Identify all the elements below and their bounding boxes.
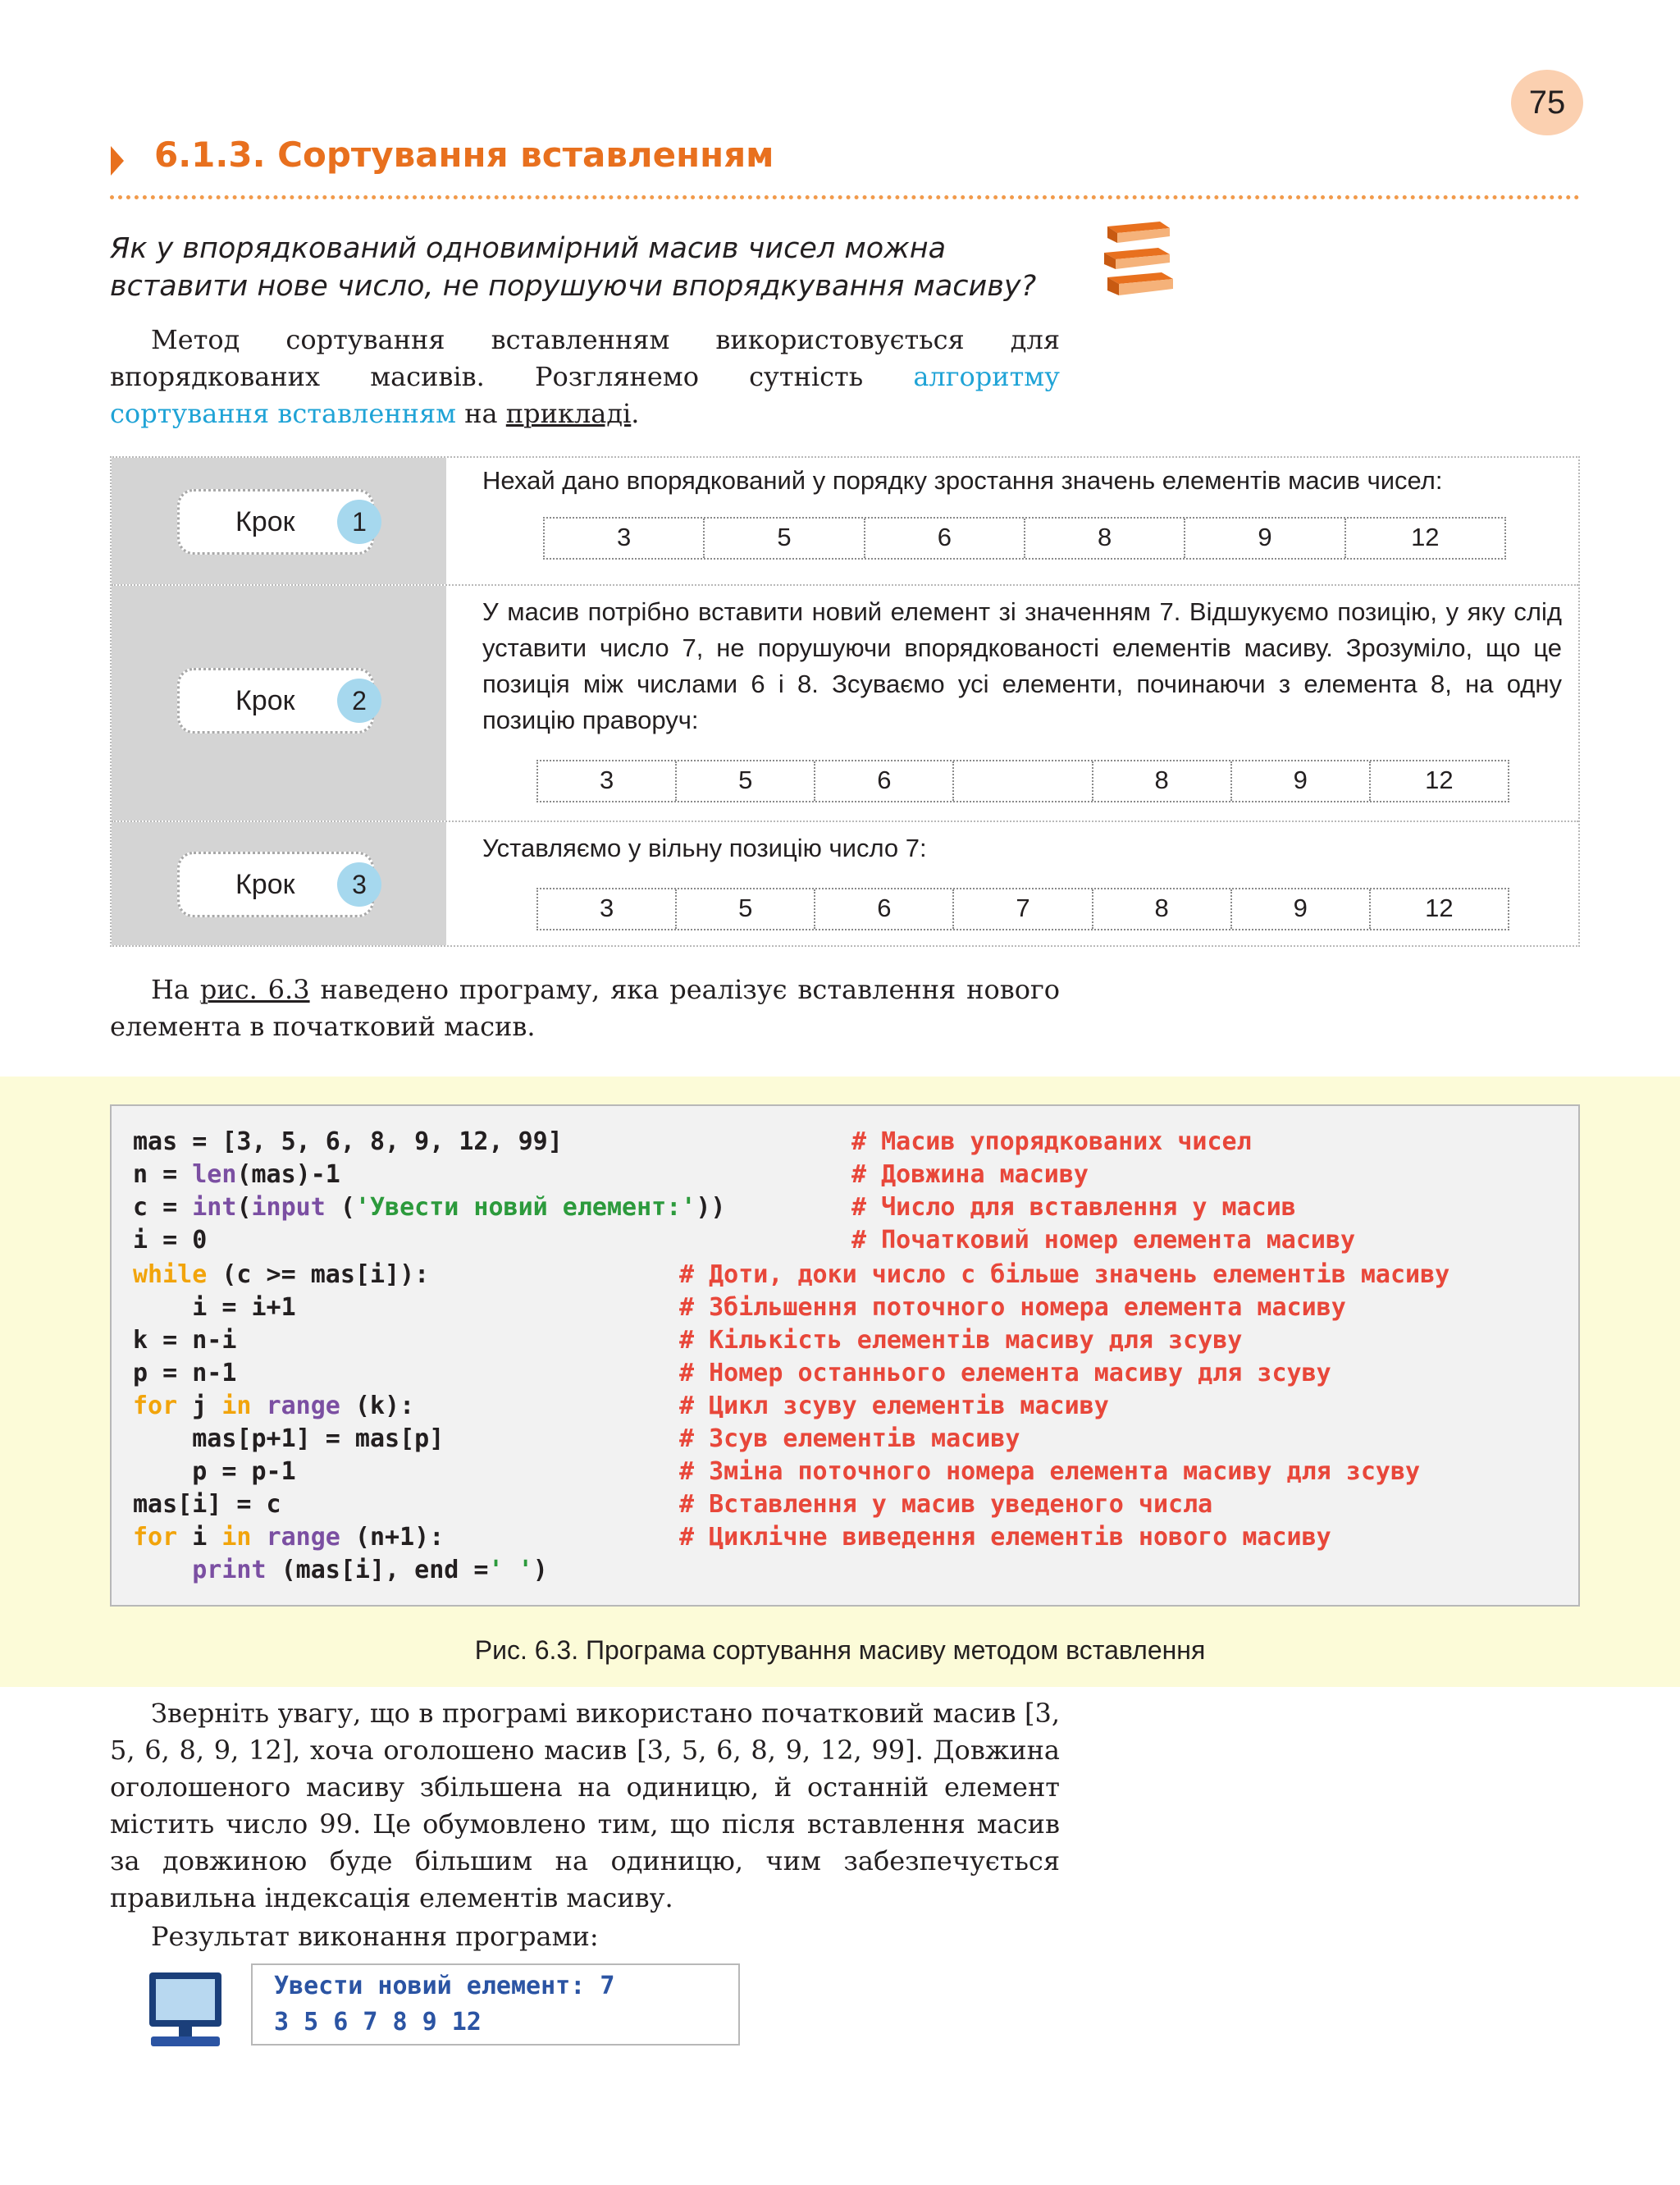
array-cell: 6: [865, 519, 1025, 558]
step-label-panel: [112, 822, 446, 945]
page-number: 75: [1511, 70, 1583, 135]
output-line: 3 5 6 7 8 9 12: [274, 2008, 482, 2036]
code-comment: # Кількість елементів масиву для зсуву: [679, 1326, 1243, 1355]
array-cell: 3: [545, 519, 705, 558]
code-line: for j in range (k):: [133, 1392, 415, 1420]
array-row: [536, 760, 1509, 802]
array-cell: 8: [1093, 889, 1232, 929]
code-line: mas = [3, 5, 6, 8, 9, 12, 99]: [133, 1127, 563, 1156]
array-cell: 7: [954, 889, 1093, 929]
lead-question: Як у впорядкований одновимірний масив чисел можна вставити нове число, не порушуючи впорядкування масиву?: [110, 232, 1037, 303]
step-label: Крок: [235, 869, 295, 900]
output-line: Увести новий елемент: 7: [274, 1972, 615, 2000]
array-cell: 6: [815, 889, 954, 929]
code-line: p = n-1: [133, 1359, 237, 1387]
code-comment: # Довжина масиву: [851, 1160, 1089, 1189]
algorithm-link[interactable]: алгоритму сортування вставленням: [110, 361, 1060, 429]
code-line: for i in range (n+1):: [133, 1523, 445, 1552]
code-line: i = 0: [133, 1226, 208, 1255]
step-label: Крок: [235, 685, 295, 716]
array-cell: 8: [1025, 519, 1185, 558]
heading-triangle-icon: [111, 146, 124, 176]
program-output: [251, 1963, 740, 2046]
step-row-2: [112, 586, 1578, 822]
code-line: p = p-1: [133, 1457, 296, 1486]
code-line: i = i+1: [133, 1293, 296, 1322]
step-text: Уставляємо у вільну позицію число 7:: [482, 834, 927, 862]
step-badge: [177, 489, 374, 555]
array-cell: 9: [1185, 519, 1345, 558]
books-icon: [1101, 220, 1175, 302]
section-heading: 6.1.3. Сортування вставленням: [154, 135, 774, 175]
step-row-3: [112, 822, 1578, 945]
code-line: c = int(input ('Увести новий елемент:')): [133, 1193, 726, 1222]
code-comment: # Масив упорядкованих чисел: [851, 1127, 1252, 1156]
code-comment: # Вставлення у масив уведеного числа: [679, 1490, 1213, 1519]
array-cell: 5: [677, 889, 815, 929]
array-row: [536, 888, 1509, 930]
code-comment: # Число для вставлення у масив: [851, 1193, 1296, 1222]
code-line: mas[i] = c: [133, 1490, 281, 1519]
array-cell: 6: [815, 761, 954, 801]
array-cell: 9: [1232, 889, 1371, 929]
array-cell: 3: [538, 761, 677, 801]
result-label: Результат виконання програми:: [151, 1921, 599, 1952]
code-line: while (c >= mas[i]):: [133, 1260, 430, 1289]
code-comment: # Номер останнього елемента масиву для зсуву: [679, 1359, 1331, 1387]
array-row: [543, 517, 1506, 560]
code-line: n = len(mas)-1: [133, 1160, 340, 1189]
array-cell: [954, 761, 1093, 801]
step-label: Крок: [235, 506, 295, 537]
code-line: mas[p+1] = mas[p]: [133, 1424, 445, 1453]
array-cell: 5: [705, 519, 865, 558]
step-number: 1: [337, 500, 381, 544]
step-badge: [177, 668, 374, 734]
step-label-panel: [112, 586, 446, 821]
intro-paragraph: Метод сортування вставленням використовується для впорядкованих масивів. Розглянемо сутність алгоритму сортування вставленням на прикладі.: [110, 324, 1060, 429]
array-cell: 3: [538, 889, 677, 929]
code-comment: # Цикл зсуву елементів масиву: [679, 1392, 1109, 1420]
heading-divider: [110, 195, 1580, 199]
step-number: 3: [337, 862, 381, 907]
array-cell: 12: [1425, 894, 1454, 922]
step-row-1: [112, 458, 1578, 586]
step-label-panel: [112, 458, 446, 584]
steps-table: [110, 456, 1580, 947]
array-cell: 8: [1093, 761, 1232, 801]
code-comment: # Зміна поточного номера елемента масиву для зсуву: [679, 1457, 1421, 1486]
array-cell: 9: [1232, 761, 1371, 801]
code-comment: # Початковий номер елемента масиву: [851, 1226, 1356, 1255]
array-cell: 12: [1411, 523, 1440, 551]
step-text: Нехай дано впорядкований у порядку зростання значень елементів масив чисел:: [482, 466, 1443, 495]
figure-reference-paragraph: На рис. 6.3 наведено програму, яка реалізує вставлення нового елемента в початковий масив.: [110, 974, 1061, 1042]
array-cell: 12: [1425, 766, 1454, 794]
code-comment: # Збільшення поточного номера елемента масиву: [679, 1293, 1346, 1322]
code-comment: # Циклічне виведення елементів нового масиву: [679, 1523, 1331, 1552]
array-cell: 5: [677, 761, 815, 801]
step-text: У масив потрібно вставити новий елемент зі значенням 7. Відшукуємо позицію, у яку слід уставити число 7, не порушуючи впорядкованості елементів масиву. Зрозуміло, що це позиція між числами 6 і 8. Зсуваємо усі елементи, починаючи з елемента 8, на одну позицію праворуч:: [482, 597, 1562, 734]
figure-link[interactable]: рис. 6.3: [199, 974, 310, 1005]
step-badge: [177, 852, 374, 917]
note-paragraph: Зверніть увагу, що в програмі використано початковий масив [3, 5, 6, 8, 9, 12], хоча оголошено масив [3, 5, 6, 8, 9, 12, 99]. Довжина оголошеного масиву збільшена на одиницю, й останній елемент містить число 99. Це обумовлено тим, що після вставлення масив за довжиною буде більшим на одиницю, чим забезпечується правильна індексація елементів масиву.: [110, 1698, 1060, 1913]
monitor-icon: [146, 1969, 225, 2051]
code-line: k = n-i: [133, 1326, 237, 1355]
code-comment: # Зсув елементів масиву: [679, 1424, 1020, 1453]
code-listing: [110, 1104, 1580, 1607]
example-link[interactable]: прикладі: [505, 398, 632, 429]
figure-caption: Рис. 6.3. Програма сортування масиву методом вставлення: [474, 1635, 1206, 1665]
step-number: 2: [337, 679, 381, 723]
code-line: print (mas[i], end =' '): [192, 1556, 548, 1584]
code-comment: # Доти, доки число с більше значень елементів масиву: [679, 1260, 1450, 1289]
